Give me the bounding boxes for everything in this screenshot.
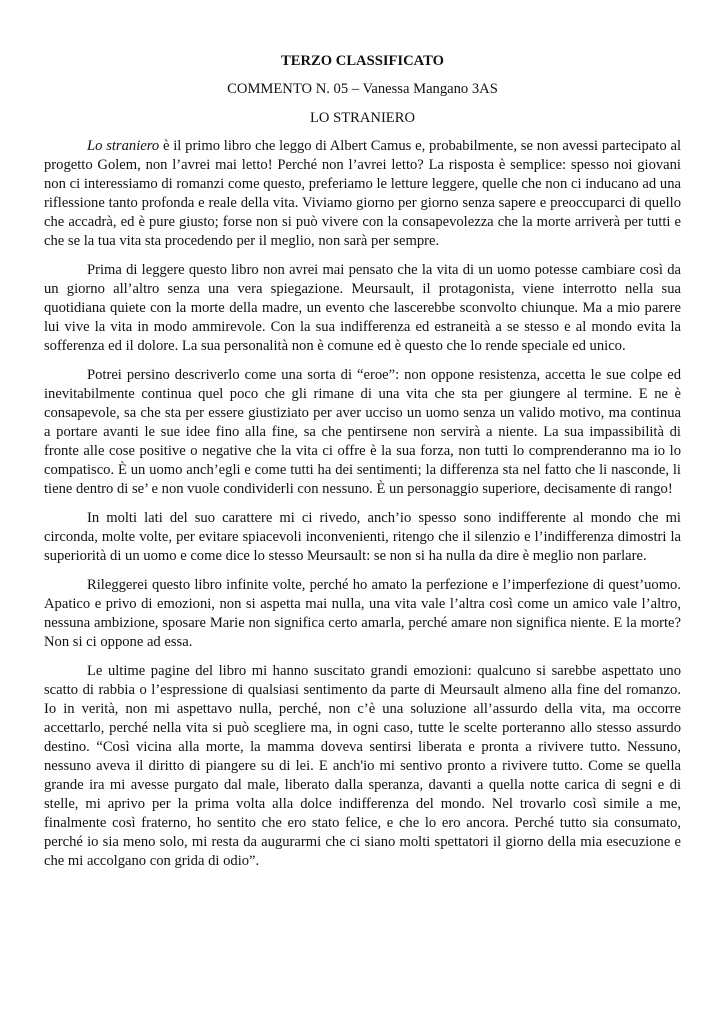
document-body bbox=[44, 137, 681, 871]
paragraph-1 bbox=[44, 137, 681, 251]
paragraph-2: Prima di leggere questo libro non avrei mai pensato che la vita di un uomo potesse cambiare così da un giorno all’altro senza una vera spiegazione. Meursault, il protagonista, viene interrotto nella sua quotidiana quiete con la morte della madre, un evento che lascerebbe sconvolto chiunque. Ma a mio parere lui vive la vita in modo ammirevole. Con la sua indifferenza ed estraneità a se stesso e al mondo evita la sofferenza ed il dolore. La sua personalità non è comune ed è questo che lo rende speciale ed unico. bbox=[44, 262, 681, 354]
paragraph-3: Potrei persino descriverlo come una sorta di “eroe”: non oppone resistenza, accetta le sue colpe ed inevitabilmente continua quel poco che gli rimane di una vita che sta per giungere al termine. E ne è consapevole, sa che sta per essere giustiziato per aver ucciso un uomo senza un valido motivo, ma continua a portare avanti le sue idee fino alla fine, sa che pentirsene non servirà a niente. La sua impassibilità di fronte alle cose positive o negative che la vita ci offre è la sua forza, non tutti lo comprenderanno ma io lo compatisco. È un uomo anch’egli e come tutti ha dei sentimenti; la differenza sta nel fatto che li nasconde, li tiene dentro di se’ e non vuole condividerli con nessuno. È un personaggio superiore, decisamente di rango! bbox=[44, 367, 681, 497]
document-subheading: COMMENTO N. 05 – Vanessa Mangano 3AS bbox=[227, 81, 498, 97]
document-heading: TERZO CLASSIFICATO bbox=[281, 53, 444, 69]
paragraph-5: Rileggerei questo libro infinite volte, perché ho amato la perfezione e l’imperfezione di quest’uomo. Apatico e privo di emozioni, non si aspetta mai nulla, una vita vale l’altra così come un amico vale l’altro, nessuna ambizione, sposare Marie non significa certo amarla, perché amare non significa niente. E la morte? Non si ci oppone ad essa. bbox=[44, 577, 681, 650]
document-page bbox=[44, 52, 681, 871]
paragraph-1-text: è il primo libro che leggo di Albert Camus e, probabilmente, se non avessi partecipato al progetto Golem, non l’avrei mai letto! Perché non l’avrei letto? La risposta è semplice: spesso noi giovani non ci interessiamo di romanzi come questo, preferiamo le letture leggere, quelle che non ci inducano ad una riflessione tanto profonda e reale della vita. Viviamo giorno per giorno senza sapere e preoccuparci di quello che accadrà, ed è pure giusto; forse non si può vivere con la consapevolezza che la morte arriverà per tutti e che se la tua vita sta procedendo per il meglio, non sarà per sempre. bbox=[44, 138, 681, 249]
paragraph-6: Le ultime pagine del libro mi hanno suscitato grandi emozioni: qualcuno si sarebbe aspettato uno scatto di rabbia o l’espressione di qualsiasi sentimento da parte di Meursault almeno alla fine del romanzo. Io in verità, non mi aspettavo nulla, perché, non c’è una soluzione all’assurdo della vita, ma occorre accettarlo, perché nella vita si può scegliere ma, in ogni caso, tutte le scelte porteranno allo stesso assurdo destino. “Così vicina alla morte, la mamma doveva sentirsi liberata e pronta a rivivere tutto. Nessuno, nessuno aveva il diritto di piangere su di lei. E anch'io mi sentivo pronto a rivivere tutto. Come se quella grande ira mi avesse purgato dal male, liberato dalla speranza, davanti a quella notte carica di segni e di stelle, mi aprivo per la prima volta alla dolce indifferenza del mondo. Nel trovarlo così simile a me, finalmente così fraterno, ho sentito che ero stato felice, e che lo ero ancora. Perché tutto sia consumato, perché io sia meno solo, mi resta da augurarmi che ci siano molti spettatori il giorno della mia esecuzione e che mi accolgano con grida di odio”. bbox=[44, 663, 681, 869]
paragraph-4: In molti lati del suo carattere mi ci rivedo, anch’io spesso sono indifferente al mondo che mi circonda, molte volte, per evitare spiacevoli inconvenienti, ritengo che il silenzio e l’indifferenza dimostri la superiorità di un uomo e come dice lo stesso Meursault: se non si ha nulla da dire è meglio non parlare. bbox=[44, 510, 681, 564]
document-title: LO STRANIERO bbox=[310, 110, 415, 126]
book-title-italic: Lo straniero bbox=[87, 138, 160, 154]
